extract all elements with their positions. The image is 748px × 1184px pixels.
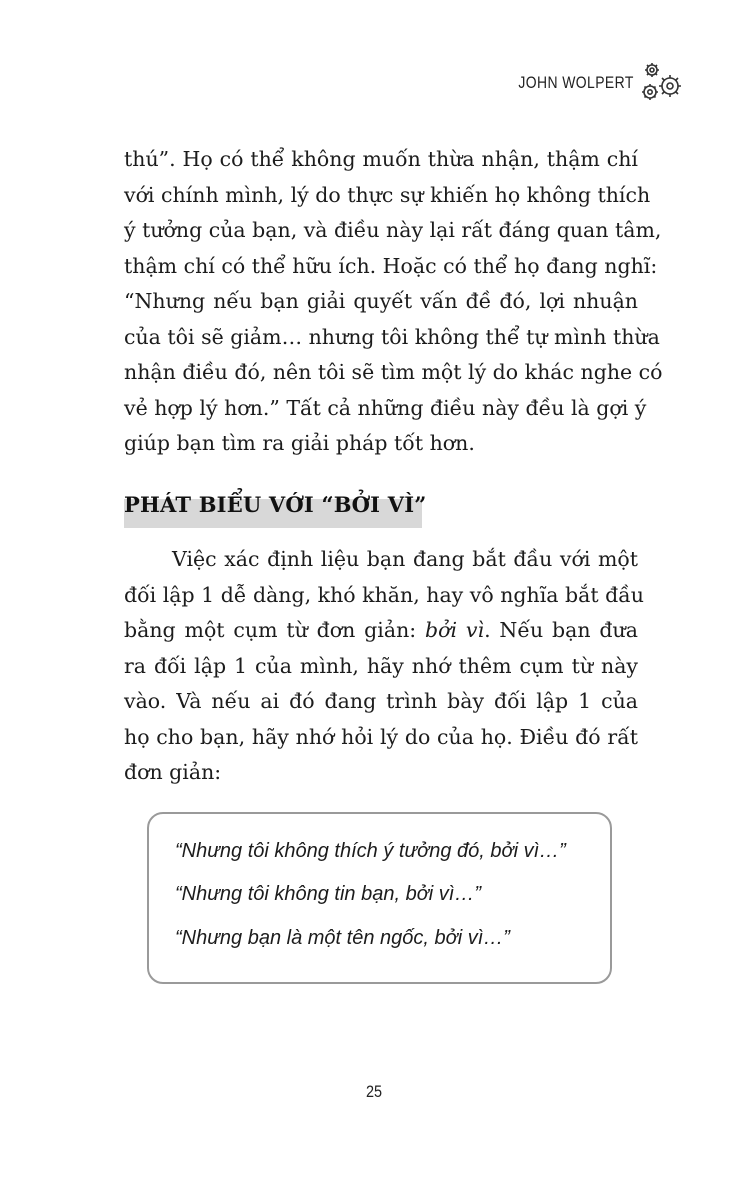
paragraph-line: thú”. Họ có thể không muốn thừa nhận, thậm chí bbox=[124, 147, 638, 171]
quote-line: “Nhưng tôi không tin bạn, bởi vì…” bbox=[175, 883, 482, 905]
italic-term: bởi vì bbox=[425, 618, 485, 642]
paragraph-2 bbox=[124, 542, 645, 791]
header-author: JOHN WOLPERT bbox=[518, 73, 634, 92]
paragraph-line: Việc xác định liệu bạn đang bắt đầu với một bbox=[172, 547, 638, 571]
paragraph-line: “Nhưng nếu bạn giải quyết vấn đề đó, lợi nhuận bbox=[124, 289, 638, 313]
paragraph-1 bbox=[124, 142, 663, 462]
paragraph-line: vào. Và nếu ai đó đang trình bày đối lập 1 của bbox=[124, 689, 638, 713]
running-header bbox=[493, 58, 686, 108]
paragraph-line: nhận điều đó, nên tôi sẽ tìm một lý do khác nghe có bbox=[124, 360, 663, 384]
section-heading: PHÁT BIỂU VỚI “BỞI VÌ” bbox=[124, 492, 427, 517]
paragraph-line: ý tưởng của bạn, và điều này lại rất đáng quan tâm, bbox=[124, 218, 662, 242]
paragraph-line: đơn giản: bbox=[124, 760, 222, 784]
paragraph-line: vẻ hợp lý hơn.” Tất cả những điều này đều là gợi ý bbox=[124, 395, 647, 420]
paragraph-line: với chính mình, lý do thực sự khiến họ không thích bbox=[124, 182, 651, 207]
paragraph-line: của tôi sẽ giảm… nhưng tôi không thể tự mình thừa bbox=[124, 324, 660, 349]
text-run: bằng một cụm từ đơn giản: bbox=[124, 618, 426, 642]
paragraph-line: ra đối lập 1 của mình, hãy nhớ thêm cụm từ này bbox=[124, 653, 638, 678]
page-number: 25 bbox=[365, 1082, 383, 1101]
paragraph-line: thậm chí có thể hữu ích. Hoặc có thể họ đang nghĩ: bbox=[124, 253, 658, 278]
paragraph-line bbox=[124, 613, 638, 649]
quote-line: “Nhưng bạn là một tên ngốc, bởi vì…” bbox=[175, 927, 510, 949]
paragraph-line: giúp bạn tìm ra giải pháp tốt hơn. bbox=[124, 431, 475, 455]
gears-icon bbox=[638, 60, 686, 106]
text-run: . Nếu bạn đưa bbox=[484, 618, 638, 642]
paragraph-line: đối lập 1 dễ dàng, khó khăn, hay vô nghĩa bắt đầu bbox=[124, 582, 645, 607]
quote-line: “Nhưng tôi không thích ý tưởng đó, bởi vì…” bbox=[175, 840, 566, 862]
paragraph-line: họ cho bạn, hãy nhớ hỏi lý do của họ. Điều đó rất bbox=[124, 724, 638, 749]
